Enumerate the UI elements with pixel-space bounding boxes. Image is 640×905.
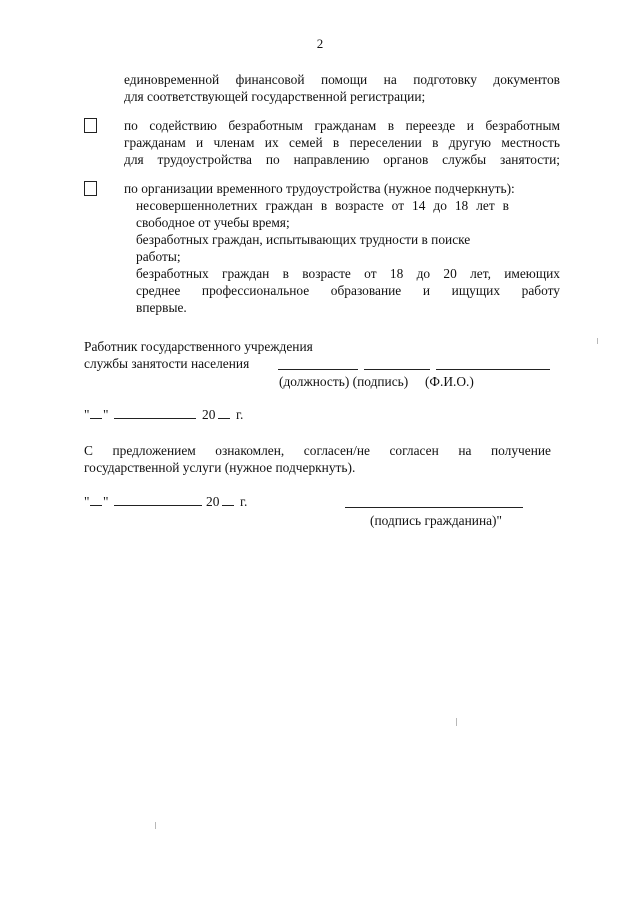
signature-line[interactable] <box>364 357 430 370</box>
paragraph-top <box>124 71 560 105</box>
position-signature-line[interactable] <box>278 357 358 370</box>
consent-paragraph <box>84 442 551 476</box>
year-blank[interactable] <box>218 406 230 419</box>
citizen-signature-line[interactable] <box>345 495 523 508</box>
day-blank[interactable] <box>90 493 102 506</box>
consent-line: С предложением ознакомлен, согласен/не согласен на получение <box>84 443 551 458</box>
scan-mark <box>155 822 156 829</box>
quote-close: " <box>103 494 109 509</box>
year-suffix: г. <box>236 407 244 422</box>
option-item: свободное от учебы время; <box>136 215 290 230</box>
consent-line: государственной услуги (нужное подчеркнуть). <box>84 460 356 475</box>
option-line: гражданам и членам их семей в переселении в другую местность <box>124 135 560 150</box>
year-prefix: 20 <box>206 494 220 509</box>
scan-mark <box>597 338 598 344</box>
year-prefix: 20 <box>202 407 216 422</box>
date-line-1 <box>84 406 324 424</box>
signature-label-2: службы занятости населения <box>84 356 250 371</box>
option-relocation <box>124 117 560 168</box>
signature-label-1: Работник государственного учреждения <box>84 339 313 354</box>
month-blank[interactable] <box>114 406 196 419</box>
day-blank[interactable] <box>90 406 102 419</box>
year-suffix: г. <box>240 494 248 509</box>
checkbox-temp-employment[interactable] <box>84 181 97 196</box>
month-blank[interactable] <box>114 493 202 506</box>
option-item: работы; <box>136 249 181 264</box>
page-number: 2 <box>316 36 324 51</box>
full-name-line[interactable] <box>436 357 550 370</box>
option-items <box>124 197 560 316</box>
option-item: безработных граждан, испытывающих трудности в поиске <box>136 232 471 247</box>
option-line: для трудоустройства по направлению органов службы занятости; <box>124 152 560 167</box>
signature-caption: (должность) (подпись) (Ф.И.О.) <box>279 374 474 389</box>
option-item: безработных граждан в возрасте от 18 до 20 лет, имеющих <box>136 266 560 281</box>
option-line: по содействию безработным гражданам в переезде и безработным <box>124 118 560 133</box>
paragraph-line: для соответствующей государственной регистрации; <box>124 89 426 104</box>
citizen-signature-caption: (подпись гражданина)" <box>370 513 502 528</box>
quote-close: " <box>103 407 109 422</box>
quote-open: " <box>84 494 90 509</box>
quote-open: " <box>84 407 90 422</box>
option-item: впервые. <box>136 300 187 315</box>
date-line-2 <box>84 493 324 511</box>
checkbox-relocation[interactable] <box>84 118 97 133</box>
year-blank[interactable] <box>222 493 234 506</box>
option-item: среднее профессиональное образование и ищущих работу <box>136 283 560 298</box>
paragraph-line: единовременной финансовой помощи на подготовку документов <box>124 72 560 87</box>
option-temp-employment <box>124 180 560 316</box>
scan-mark <box>456 718 457 726</box>
option-item: несовершеннолетних граждан в возрасте от 14 до 18 лет в <box>136 198 509 213</box>
option-heading: по организации временного трудоустройства (нужное подчеркнуть): <box>124 181 515 196</box>
